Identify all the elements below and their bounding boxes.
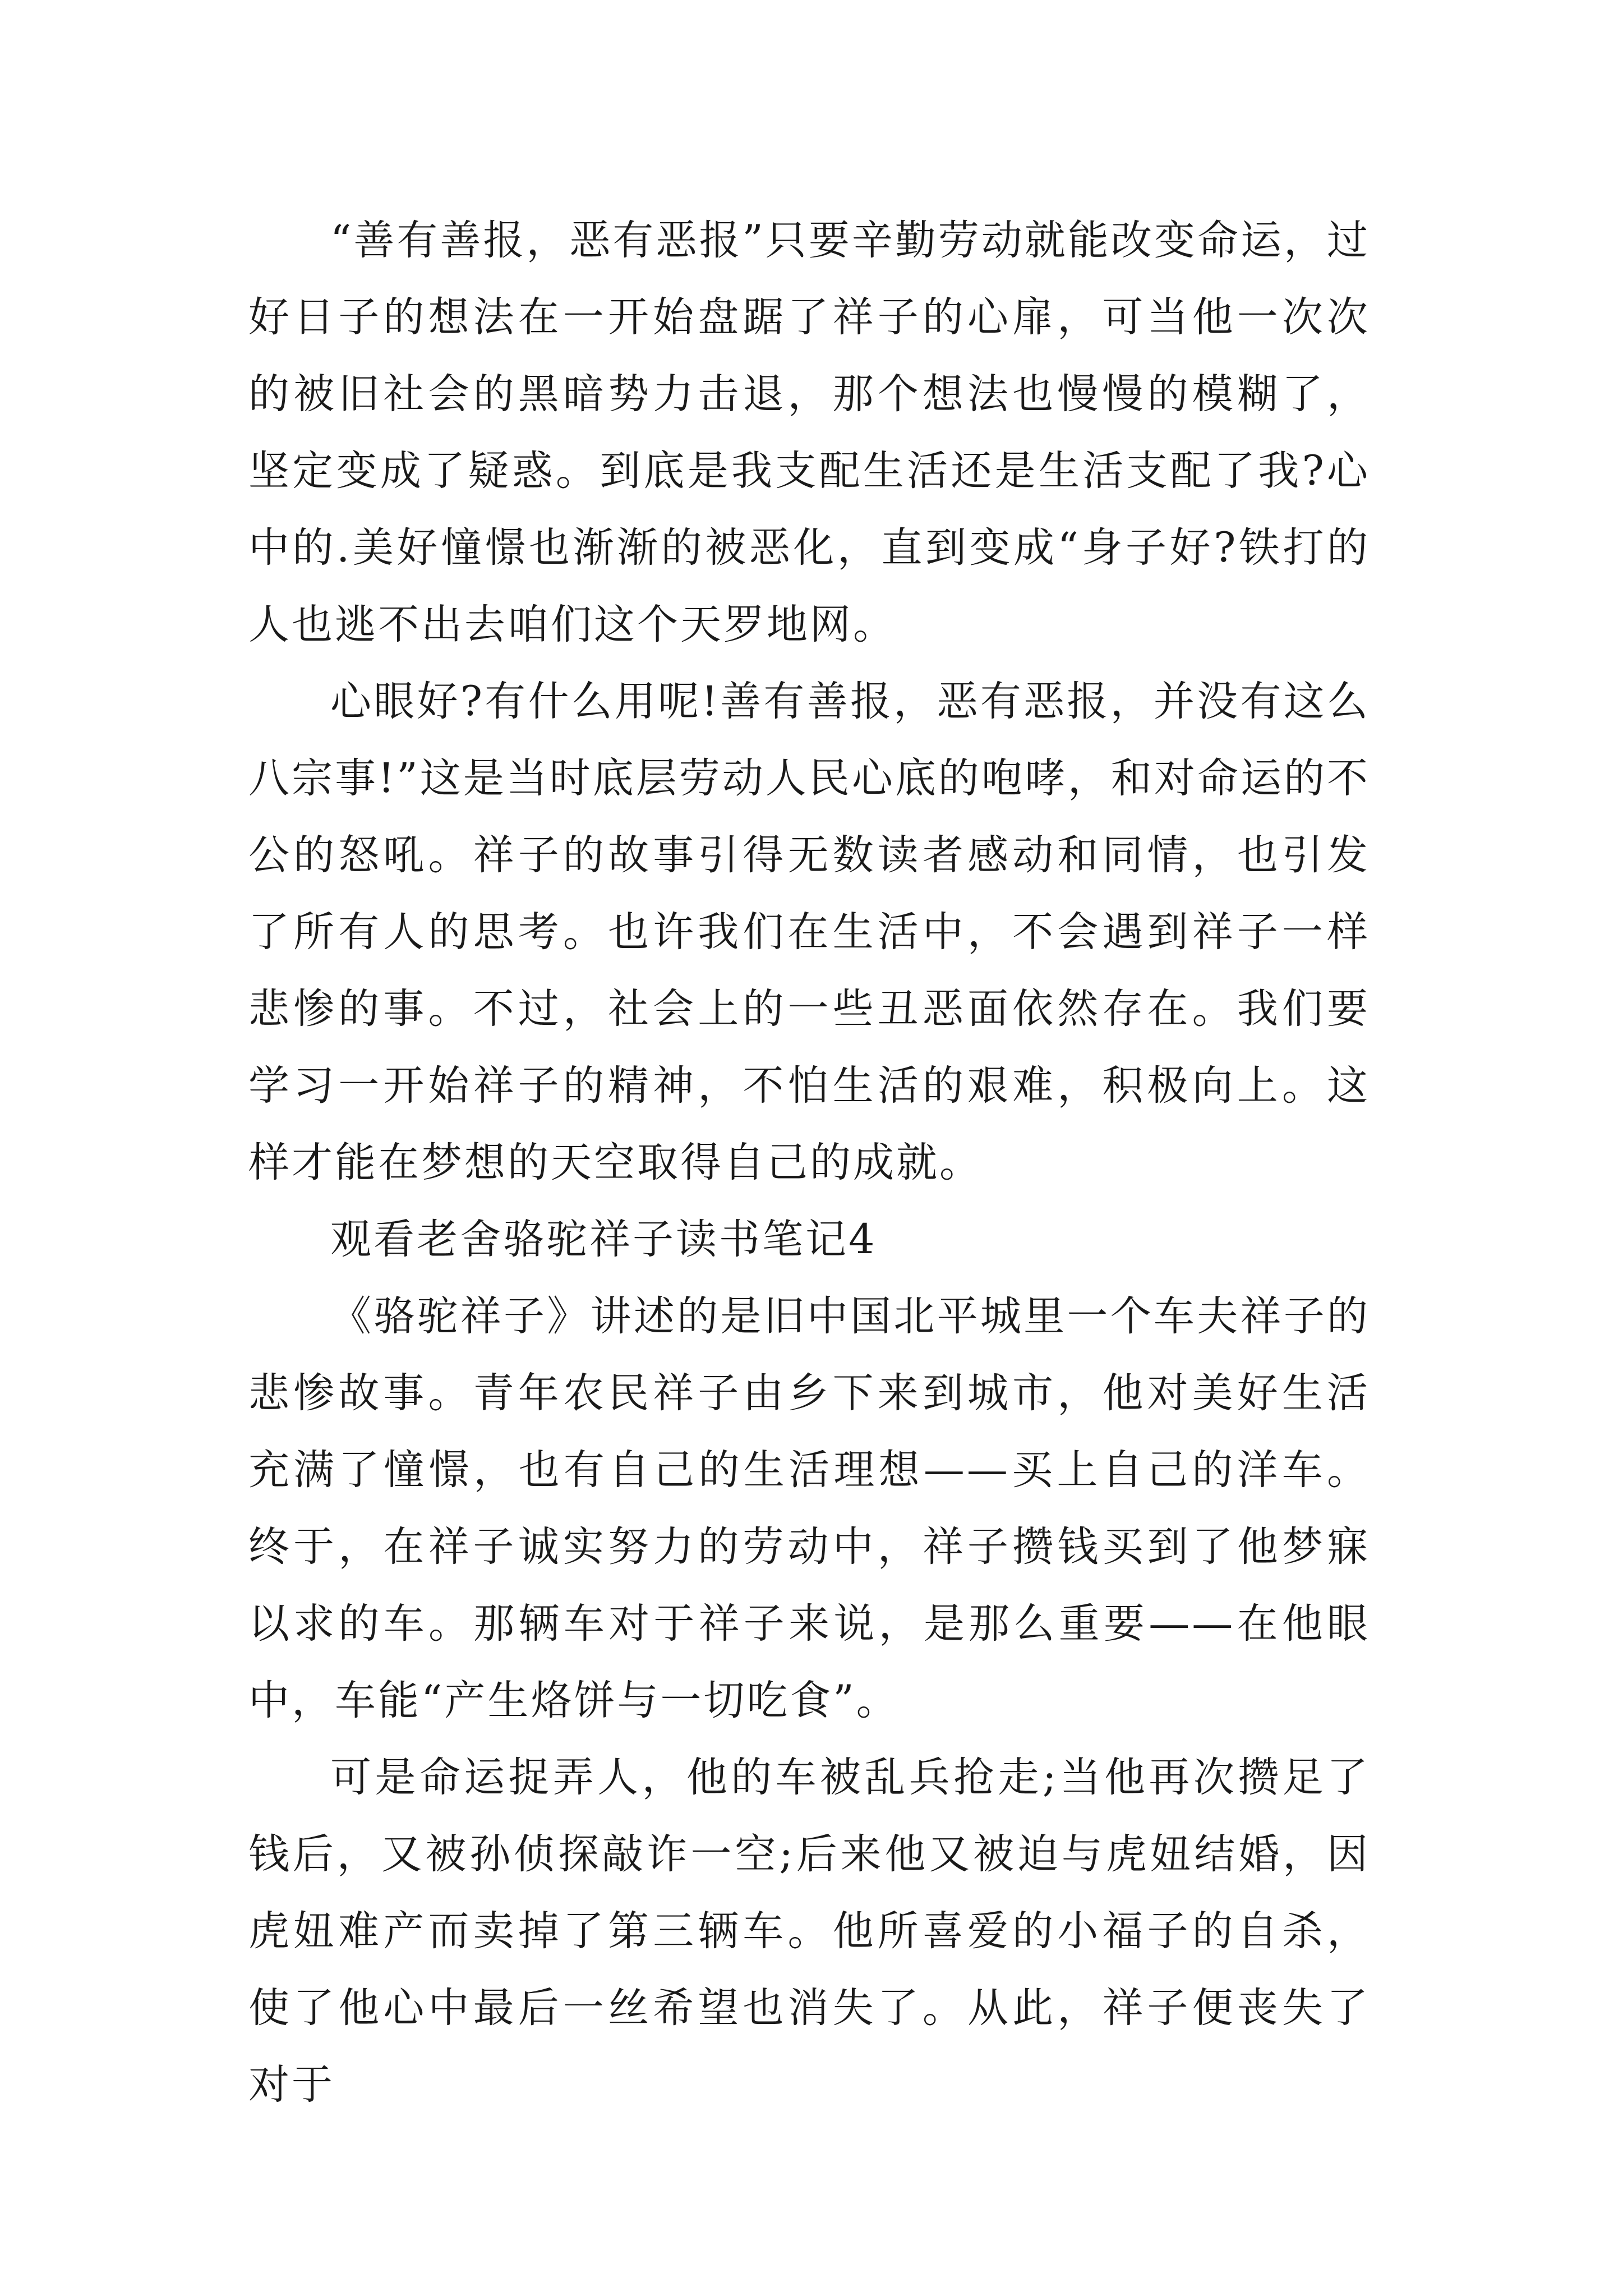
section-heading: 观看老舍骆驼祥子读书笔记4 [330,1216,877,1263]
paragraph: “善有善报，恶有恶报”只要辛勤劳动就能改变命运，过好日子的想法在一开始盘踞了祥子的心扉，可当他一次次的被旧社会的黑暗势力击退，那个想法也慢慢的模糊了，坚定变成了疑惑。到底是我支配生活还是生活支配了我?心中的.美好憧憬也渐渐的被恶化，直到变成“身子好?铁打的人也逃不出去咱们这个天罗地网。 [248,217,1370,648]
document-body [248,202,1370,2123]
paragraph: 《骆驼祥子》讲述的是旧中国北平城里一个车夫祥子的悲惨故事。青年农民祥子由乡下来到城市，他对美好生活充满了憧憬，也有自己的生活理想——买上自己的洋车。终于，在祥子诚实努力的劳动中，祥子攒钱买到了他梦寐以求的车。那辆车对于祥子来说，是那么重要——在他眼中，车能“产生烙饼与一切吃食”。 [248,1292,1370,1724]
paragraph: 心眼好?有什么用呢!善有善报，恶有恶报，并没有这么八宗事!”这是当时底层劳动人民心底的咆哮，和对命运的不公的怒吼。祥子的故事引得无数读者感动和同情，也引发了所有人的思考。也许我们在生活中，不会遇到祥子一样悲惨的事。不过，社会上的一些丑恶面依然存在。我们要学习一开始祥子的精神，不怕生活的艰难，积极向上。这样才能在梦想的天空取得自己的成就。 [248,678,1370,1186]
paragraph: 可是命运捉弄人，他的车被乱兵抢走;当他再次攒足了钱后，又被孙侦探敲诈一空;后来他又被迫与虎妞结婚，因虎妞难产而卖掉了第三辆车。他所喜爱的小福子的自杀，使了他心中最后一丝希望也消失了。从此，祥子便丧失了对于 [248,1754,1370,2109]
